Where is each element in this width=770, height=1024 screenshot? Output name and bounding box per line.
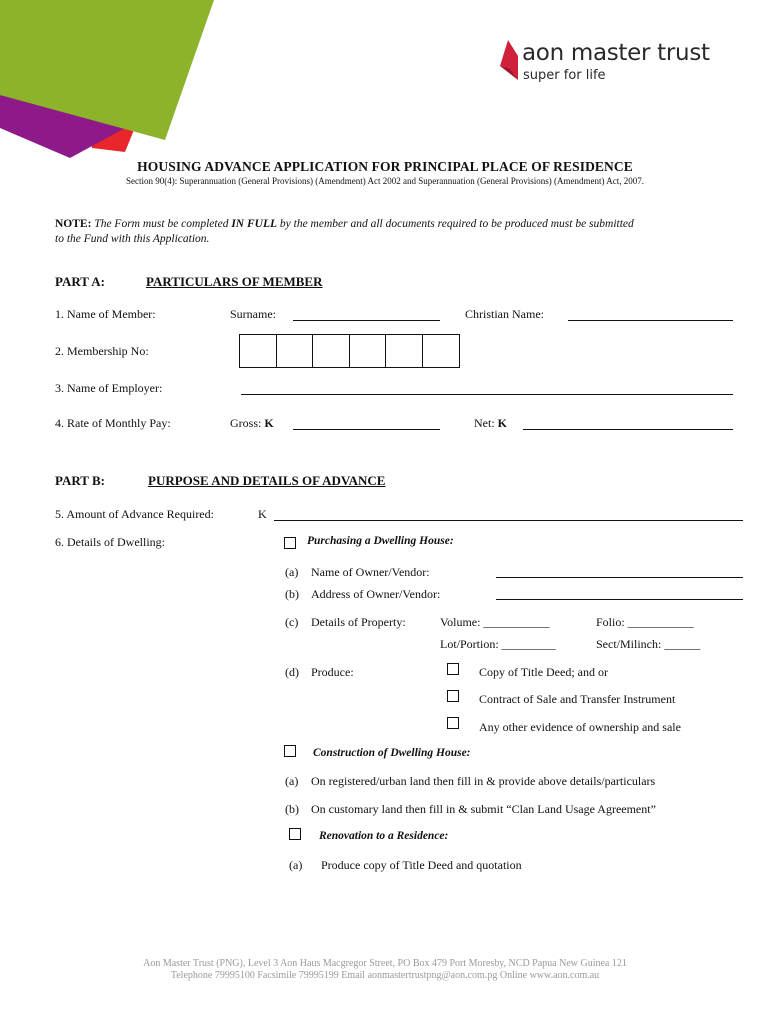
surname-label: Surname: [230,307,276,321]
title-deed-label: Copy of Title Deed; and or [479,665,608,679]
other-evidence-checkbox[interactable] [447,717,459,729]
renovation-checkbox[interactable] [289,828,301,840]
q5-label: 5. Amount of Advance Required: [55,507,214,521]
note-line-1 [55,218,634,230]
folio-field[interactable]: Folio: ___________ [596,615,694,629]
produce-label: Produce: [311,665,354,679]
part-a-heading: PARTICULARS OF MEMBER [146,274,323,289]
construction-b-label: (b) [285,802,299,816]
footer-web-link[interactable]: www.aon.com.au [529,970,600,981]
membership-digit-6[interactable] [423,335,460,367]
construction-a-text: On registered/urban land then fill in & provide above details/particulars [311,774,656,788]
note-text-b: by the member and all documents required to be produced must be submitted [277,218,634,230]
membership-digit-5[interactable] [386,335,423,367]
construction-b-text: On customary land then fill in & submit “Clan Land Usage Agreement” [311,802,656,816]
owner-name-label: Name of Owner/Vendor: [311,565,430,579]
a-label: (a) [285,565,299,579]
lot-portion-field[interactable]: Lot/Portion: _________ [440,637,556,651]
renovation-a-label: (a) [289,858,303,872]
title-deed-checkbox[interactable] [447,663,459,675]
part-b-label: PART B: [55,473,105,488]
note-emphasis: IN FULL [231,218,278,230]
d-label: (d) [285,665,299,679]
membership-digit-3[interactable] [313,335,350,367]
volume-field[interactable]: Volume: ___________ [440,615,550,629]
logo [498,38,728,86]
net-field[interactable] [523,429,733,430]
construction-checkbox[interactable] [284,745,296,757]
property-label: Details of Property: [311,615,406,629]
christian-name-label: Christian Name: [465,307,544,321]
page-subtitle: Section 90(4): Superannuation (General Provisions) (Amendment) Act 2002 and Superannuation (General Provisions) (Amendment) Act, 2007. [126,176,644,186]
net-label: Net: K [474,416,508,430]
contract-label: Contract of Sale and Transfer Instrument [479,692,676,706]
page-title: HOUSING ADVANCE APPLICATION FOR PRINCIPAL PLACE OF RESIDENCE [137,159,633,174]
q2-label: 2. Membership No: [55,344,149,358]
note-label: NOTE: [55,218,92,230]
membership-digit-2[interactable] [277,335,314,367]
construction-a-label: (a) [285,774,299,788]
footer-contact: Telephone 79995100 Facsimile 79995199 Email aonmastertrustpng@aon.com.pg Online www.aon.com.au [170,970,600,981]
corner-decoration [0,0,220,160]
note-line-2: to the Fund with this Application. [55,233,210,245]
logo-tagline: super for life [523,68,606,83]
c-label: (c) [285,615,299,629]
owner-address-label: Address of Owner/Vendor: [311,587,441,601]
q3-label: 3. Name of Employer: [55,381,163,395]
other-evidence-label: Any other evidence of ownership and sale [479,720,681,734]
q4-label: 4. Rate of Monthly Pay: [55,416,171,430]
footer-email-link[interactable]: aonmastertrustpng@aon.com.pg [367,970,498,981]
gross-field[interactable] [293,429,440,430]
owner-name-field[interactable] [496,577,743,578]
amount-k-label: K [258,507,267,521]
renovation-a-text: Produce copy of Title Deed and quotation [321,858,522,872]
amount-field[interactable] [274,520,743,521]
b-label: (b) [285,587,299,601]
contract-checkbox[interactable] [447,690,459,702]
renovation-label: Renovation to a Residence: [319,830,449,842]
construction-label: Construction of Dwelling House: [313,747,471,759]
q1-label: 1. Name of Member: [55,307,156,321]
note-text-a: The Form must be completed [91,218,232,230]
surname-field[interactable] [293,320,440,321]
purchasing-label: Purchasing a Dwelling House: [307,535,454,547]
logo-mark-icon [498,38,520,82]
employer-field[interactable] [241,394,733,395]
gross-label: Gross: K [230,416,274,430]
membership-number-boxes[interactable] [239,334,460,368]
purchasing-checkbox[interactable] [284,537,296,549]
footer-address: Aon Master Trust (PNG), Level 3 Aon Haus Macgregor Street, PO Box 479 Port Moresby, NCD Papua New Guinea 121 [143,958,627,969]
membership-digit-4[interactable] [350,335,387,367]
sect-milinch-field[interactable]: Sect/Milinch: ______ [596,637,701,651]
part-a-label: PART A: [55,274,105,289]
christian-name-field[interactable] [568,320,733,321]
owner-address-field[interactable] [496,599,743,600]
membership-digit-1[interactable] [240,335,277,367]
part-b-heading: PURPOSE AND DETAILS OF ADVANCE [148,473,386,488]
logo-title: aon master trust [522,40,710,66]
q6-label: 6. Details of Dwelling: [55,535,165,549]
